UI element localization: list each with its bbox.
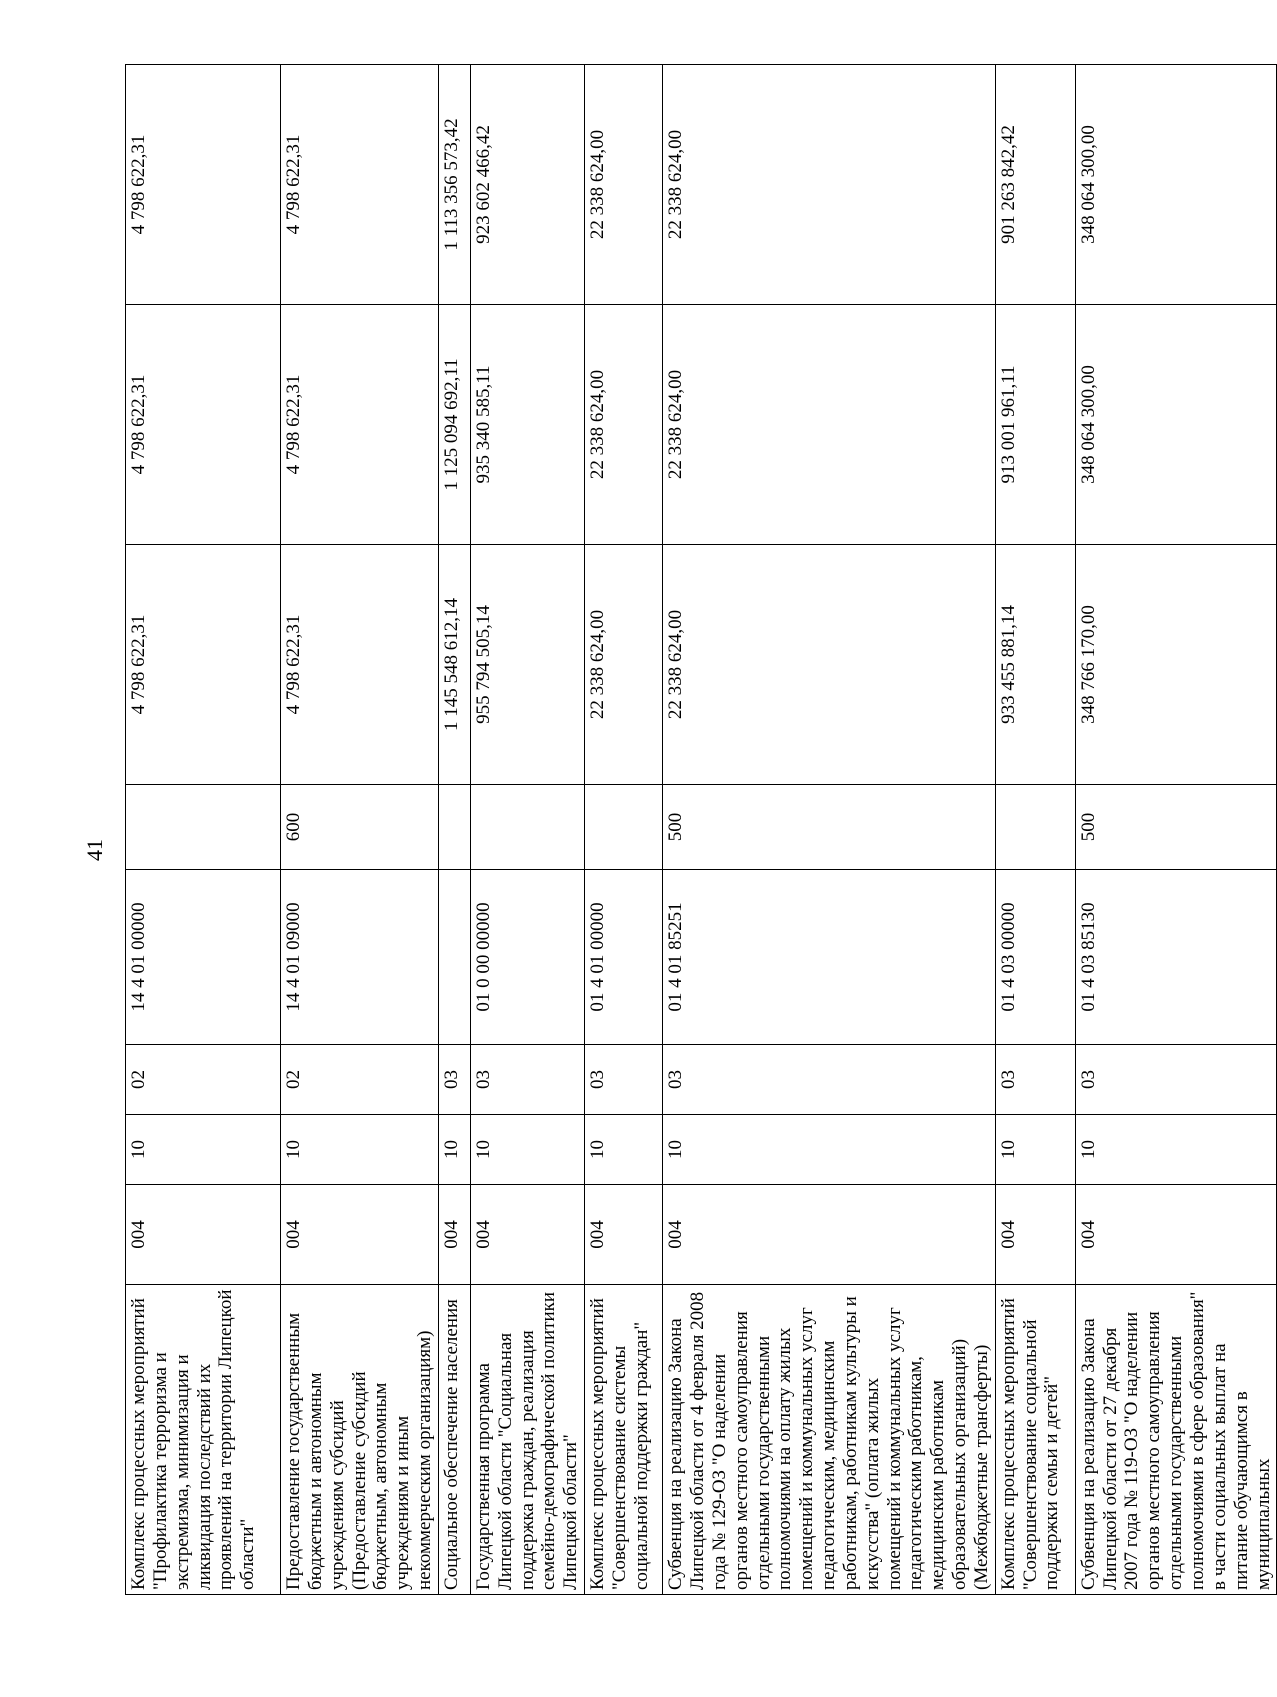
subsection-cell: 03	[585, 1045, 663, 1115]
amount-year3-cell: 4 798 622,31	[281, 65, 439, 305]
grbs-cell: 004	[470, 1185, 584, 1285]
row-name-cell: Социальное обеспечение населения	[438, 1285, 470, 1595]
row-name-cell: Комплекс процессных мероприятий "Совершенствование системы социальной поддержки граждан"	[585, 1285, 663, 1595]
amount-year2-cell: 935 340 585,11	[470, 305, 584, 545]
amount-year3-cell: 348 064 300,00	[1075, 65, 1277, 305]
amount-year2-cell: 22 338 624,00	[585, 305, 663, 545]
section-cell: 10	[663, 1115, 996, 1185]
subsection-cell: 03	[995, 1045, 1075, 1115]
target-article-cell: 01 4 01 00000	[585, 870, 663, 1045]
row-name-cell: Комплекс процессных мероприятий "Совершенствование социальной поддержки семьи и детей"	[995, 1285, 1075, 1595]
expense-type-cell	[995, 785, 1075, 870]
section-cell: 10	[995, 1115, 1075, 1185]
subsection-cell: 02	[126, 1045, 281, 1115]
target-article-cell: 01 0 00 00000	[470, 870, 584, 1045]
row-name-cell: Государственная программа Липецкой области "Социальная поддержка граждан, реализация семейно-демографической политики Липецкой области"	[470, 1285, 584, 1595]
amount-year1-cell: 4 798 622,31	[126, 545, 281, 785]
target-article-cell: 01 4 03 85130	[1075, 870, 1277, 1045]
page-number: 41	[82, 839, 107, 861]
target-article-cell: 14 4 01 00000	[126, 870, 281, 1045]
table-row	[663, 65, 996, 1595]
amount-year2-cell: 4 798 622,31	[281, 305, 439, 545]
row-name-cell: Субвенция на реализацию Закона Липецкой области от 4 февраля 2008 года № 129-ОЗ "О наделении органов местного самоуправления отдельными государственными полномочиями на оплату жилых помещений и коммунальных услуг педагогическим, медицинским работникам, работникам культуры и искусства" (оплата жилых помещений и коммунальных услуг педагогическим работникам, медицинским работникам образовательных организаций) (Межбюджетные трансферты)	[663, 1285, 996, 1595]
row-name-cell: Субвенция на реализацию Закона Липецкой области от 27 декабря 2007 года № 119-ОЗ "О наделении органов местного самоуправления отдельными государственными полномочиями в сфере образования" в части социальных выплат на питание обучающимся в муниципальных	[1075, 1285, 1277, 1595]
row-name-cell: Предоставление государственным бюджетным и автономным учреждениям субсидий (Предоставление субсидий бюджетным, автономным учреждениям и иным некоммерческим организациям)	[281, 1285, 439, 1595]
expense-type-cell	[126, 785, 281, 870]
section-cell: 10	[126, 1115, 281, 1185]
grbs-cell: 004	[995, 1185, 1075, 1285]
table-row	[995, 65, 1075, 1595]
table-row	[438, 65, 470, 1595]
amount-year3-cell: 1 113 356 573,42	[438, 65, 470, 305]
amount-year2-cell: 913 001 961,11	[995, 305, 1075, 545]
amount-year3-cell: 22 338 624,00	[663, 65, 996, 305]
expense-type-cell	[438, 785, 470, 870]
section-cell: 10	[438, 1115, 470, 1185]
amount-year1-cell: 348 766 170,00	[1075, 545, 1277, 785]
budget-table	[125, 64, 1277, 1595]
grbs-cell: 004	[663, 1185, 996, 1285]
amount-year2-cell: 22 338 624,00	[663, 305, 996, 545]
amount-year1-cell: 955 794 505,14	[470, 545, 584, 785]
grbs-cell: 004	[281, 1185, 439, 1285]
expense-type-cell	[470, 785, 584, 870]
amount-year2-cell: 4 798 622,31	[126, 305, 281, 545]
amount-year2-cell: 348 064 300,00	[1075, 305, 1277, 545]
expense-type-cell: 500	[1075, 785, 1277, 870]
row-name-cell: Комплекс процессных мероприятий "Профилактика терроризма и экстремизма, минимизация и ликвидация последствий их проявлений на территории Липецкой области"	[126, 1285, 281, 1595]
table-row	[585, 65, 663, 1595]
budget-table-container	[125, 65, 1274, 1595]
expense-type-cell: 500	[663, 785, 996, 870]
amount-year3-cell: 4 798 622,31	[126, 65, 281, 305]
section-cell: 10	[470, 1115, 584, 1185]
target-article-cell: 14 4 01 09000	[281, 870, 439, 1045]
grbs-cell: 004	[438, 1185, 470, 1285]
amount-year2-cell: 1 125 094 692,11	[438, 305, 470, 545]
amount-year3-cell: 923 602 466,42	[470, 65, 584, 305]
target-article-cell: 01 4 03 00000	[995, 870, 1075, 1045]
section-cell: 10	[281, 1115, 439, 1185]
subsection-cell: 03	[470, 1045, 584, 1115]
grbs-cell: 004	[1075, 1185, 1277, 1285]
table-row	[126, 65, 281, 1595]
subsection-cell: 03	[438, 1045, 470, 1115]
amount-year3-cell: 901 263 842,42	[995, 65, 1075, 305]
subsection-cell: 03	[1075, 1045, 1277, 1115]
amount-year1-cell: 933 455 881,14	[995, 545, 1075, 785]
expense-type-cell: 600	[281, 785, 439, 870]
amount-year1-cell: 4 798 622,31	[281, 545, 439, 785]
expense-type-cell	[585, 785, 663, 870]
amount-year1-cell: 22 338 624,00	[663, 545, 996, 785]
grbs-cell: 004	[126, 1185, 281, 1285]
section-cell: 10	[585, 1115, 663, 1185]
table-row	[281, 65, 439, 1595]
table-row	[470, 65, 584, 1595]
amount-year3-cell: 22 338 624,00	[585, 65, 663, 305]
subsection-cell: 03	[663, 1045, 996, 1115]
section-cell: 10	[1075, 1115, 1277, 1185]
amount-year1-cell: 22 338 624,00	[585, 545, 663, 785]
amount-year1-cell: 1 145 548 612,14	[438, 545, 470, 785]
table-row	[1075, 65, 1277, 1595]
grbs-cell: 004	[585, 1185, 663, 1285]
subsection-cell: 02	[281, 1045, 439, 1115]
target-article-cell: 01 4 01 85251	[663, 870, 996, 1045]
target-article-cell	[438, 870, 470, 1045]
